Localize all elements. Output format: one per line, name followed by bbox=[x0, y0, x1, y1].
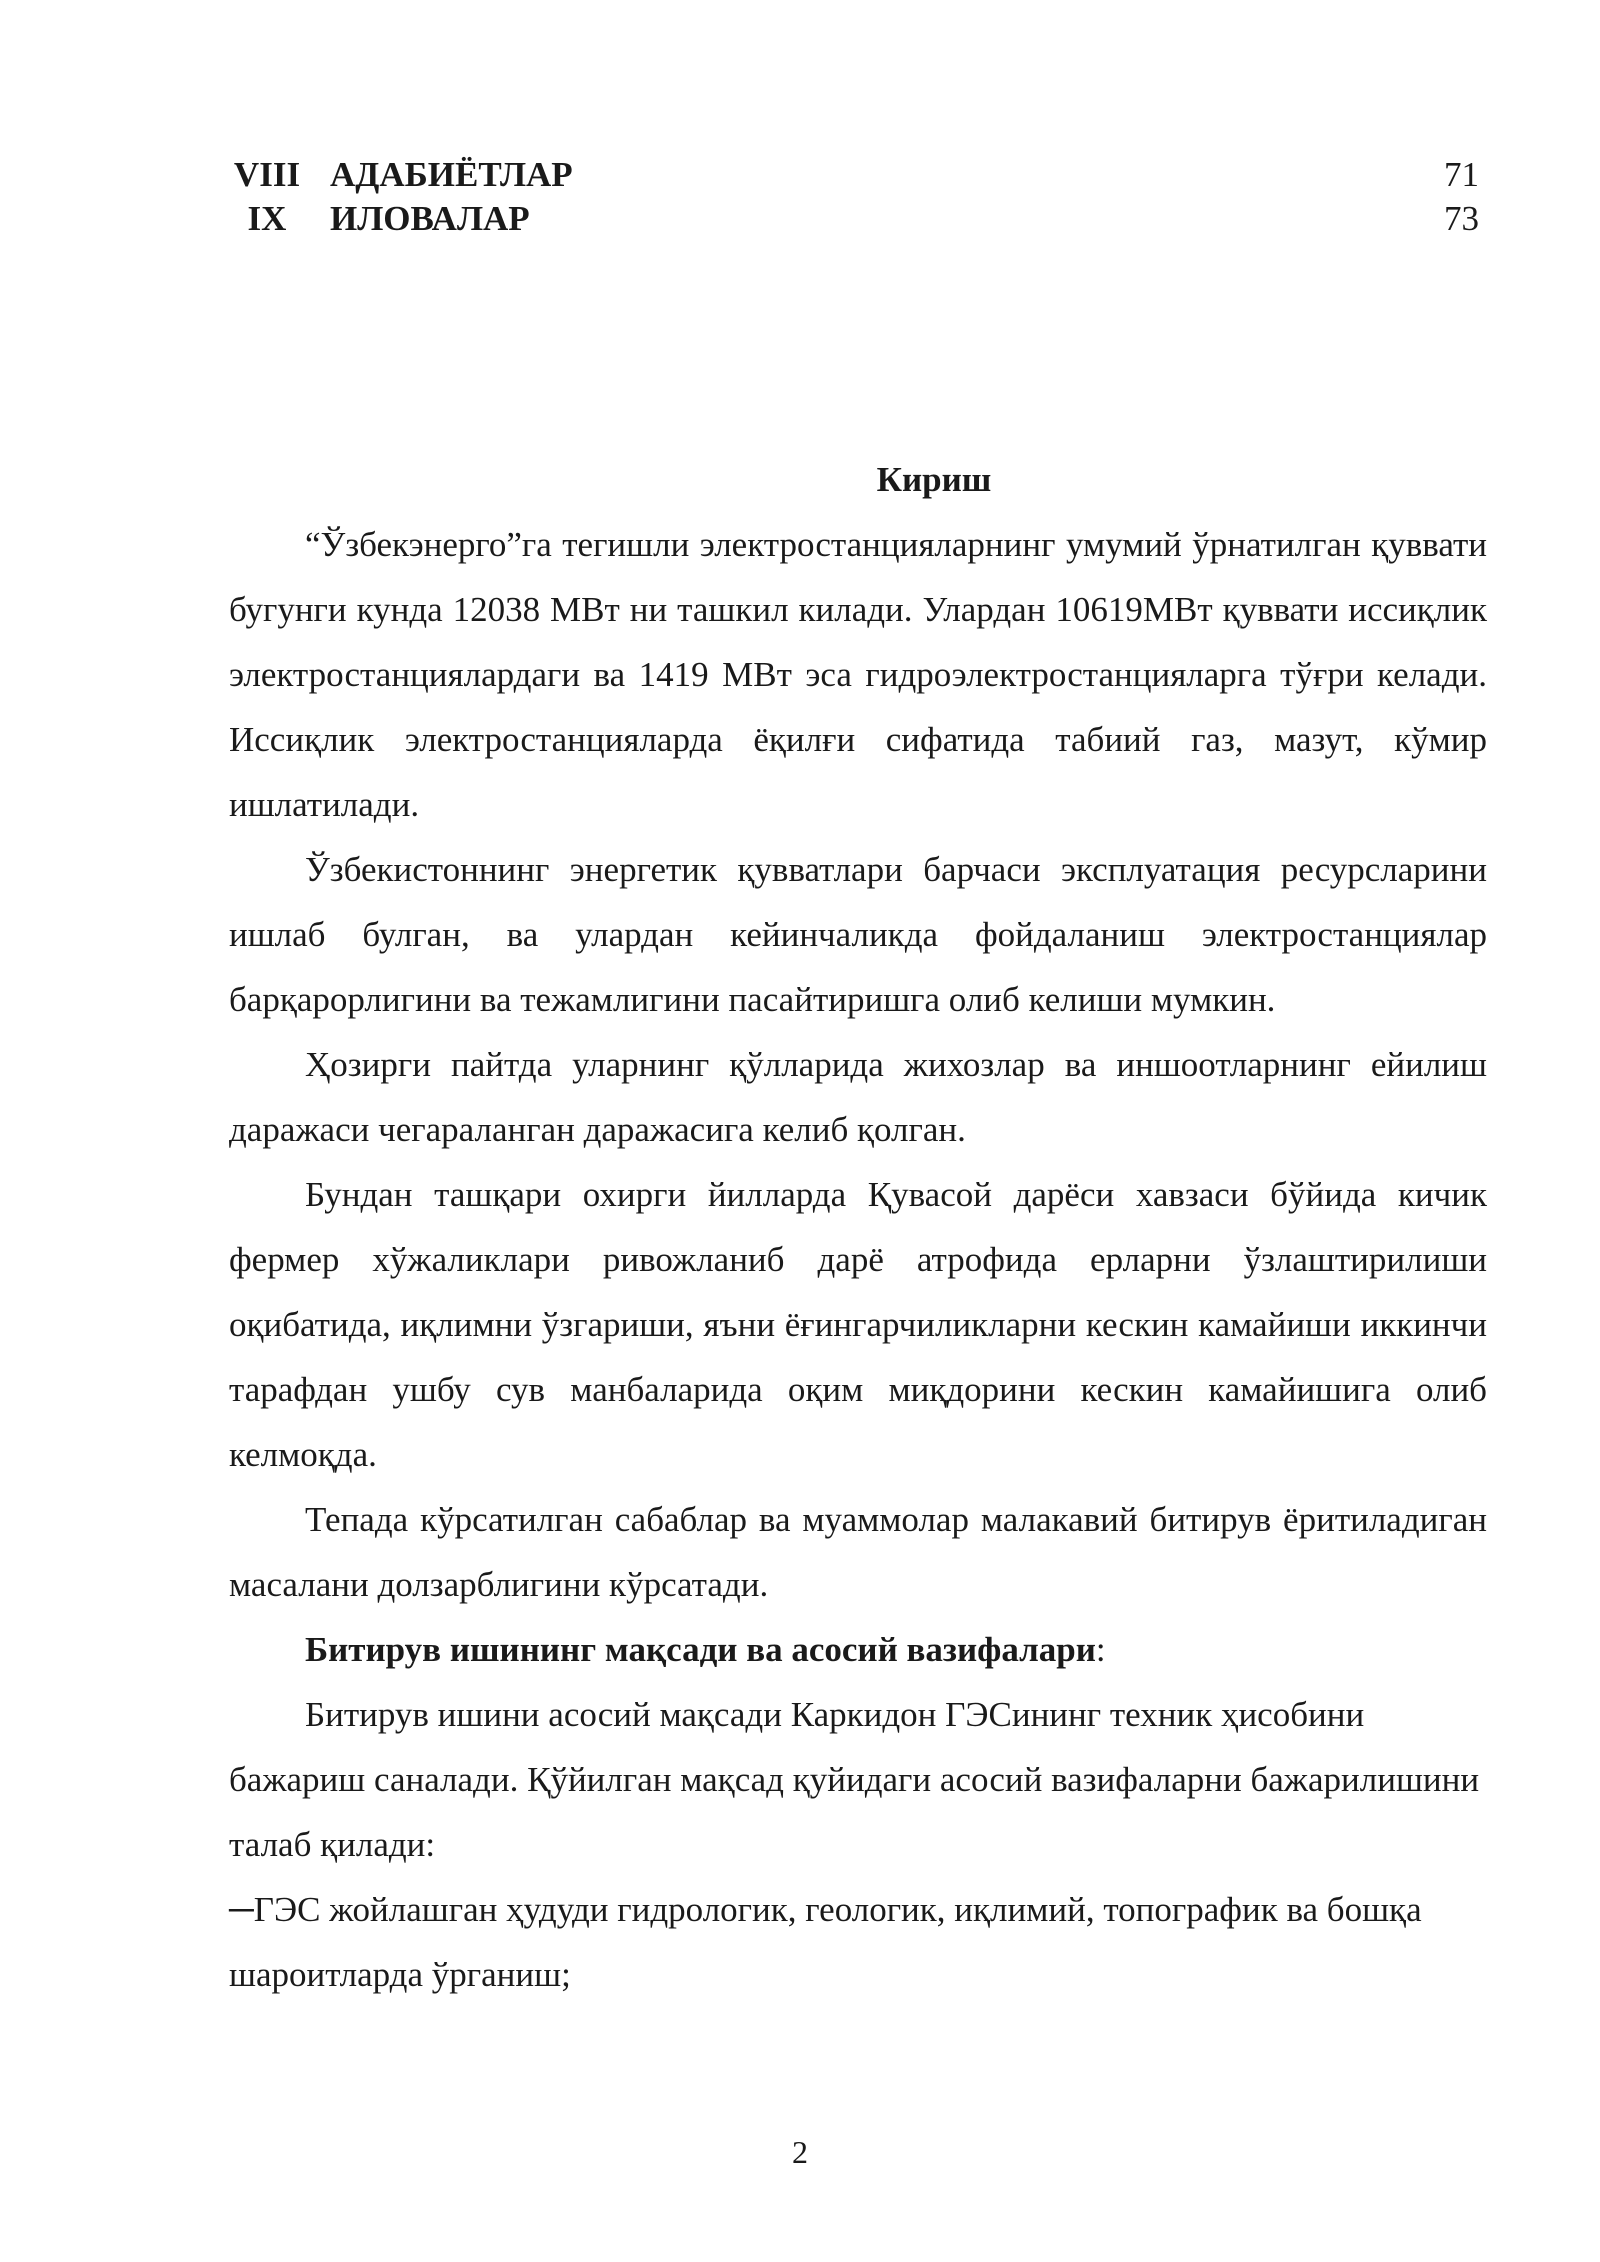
goal-paragraph: Битирув ишини асосий мақсади Каркидон ГЭСининг техник ҳисобини бажариш саналади. Қўйилган мақсад қуйидаги асосий вазифаларни бажарилишини талаб қилади: bbox=[229, 1695, 1480, 1864]
body-paragraph: “Ўзбекэнерго”га тегишли электростанцияларнинг умумий ўрнатилган қуввати бугунги кунда 12038 МВт ни ташкил килади. Улардан 10619МВт қуввати иссиқлик электростанциялардаги ва 1419 МВт эса гидроэлектростанцияларга тўғри келади. Иссиқлик электростанцияларда ёқилғи сифатида табиий газ, мазут, кўмир ишлатилади. bbox=[229, 525, 1487, 824]
toc-number: VIII bbox=[233, 155, 301, 194]
page-number: 2 bbox=[792, 2134, 808, 2170]
toc-page-number: 71 bbox=[1444, 155, 1479, 194]
goal-heading-line bbox=[229, 1617, 1487, 1682]
toc-row-appendices bbox=[229, 197, 1489, 241]
body-paragraph: Бундан ташқари охирги йилларда Қувасой дарёси хавзаси бўйида кичик фермер хўжаликлари ривожланиб дарё атрофида ерларни ўзлаштирилиши оқибатида, иқлимни ўзгариши, яъни ёғингарчиликларни кескин камайиши иккинчи тарафдан ушбу сув манбаларида оқим миқдорини кескин камайишига олиб келмоқда. bbox=[229, 1175, 1487, 1474]
toc-number: IX bbox=[247, 199, 287, 238]
toc-title: АДАБИЁТЛАР bbox=[330, 155, 573, 194]
task-list-item: ─ГЭС жойлашган ҳудуди гидрологик, геологик, иқлимий, топографик ва бошқа шароитларда ўрганиш; bbox=[229, 1890, 1422, 1994]
body-paragraph: Ўзбекистоннинг энергетик қувватлари барчаси эксплуатация ресурсларини ишлаб булган, ва улардан кейинчаликда фойдаланиш электростанциялар барқарорлигини ва тежамлигини пасайтиришга олиб келиши мумкин. bbox=[229, 850, 1487, 1019]
body-paragraph: Тепада кўрсатилган сабаблар ва муаммолар малакавий битирув ёритиладиган масалани долзарблигини кўрсатади. bbox=[229, 1500, 1487, 1604]
toc-title: ИЛОВАЛАР bbox=[330, 199, 530, 238]
goal-heading: Битирув ишининг мақсади ва асосий вазифалари bbox=[305, 1630, 1096, 1669]
document-body bbox=[229, 447, 1487, 2007]
toc-row-literature bbox=[229, 153, 1489, 197]
section-heading: Кириш bbox=[876, 460, 992, 499]
goal-heading-colon: : bbox=[1095, 1630, 1106, 1669]
body-paragraph: Ҳозирги пайтда уларнинг қўлларида жихозлар ва иншоотларнинг ейилиш даражаси чегараланган даражасига келиб қолган. bbox=[229, 1045, 1487, 1149]
toc-page-number: 73 bbox=[1444, 199, 1479, 238]
